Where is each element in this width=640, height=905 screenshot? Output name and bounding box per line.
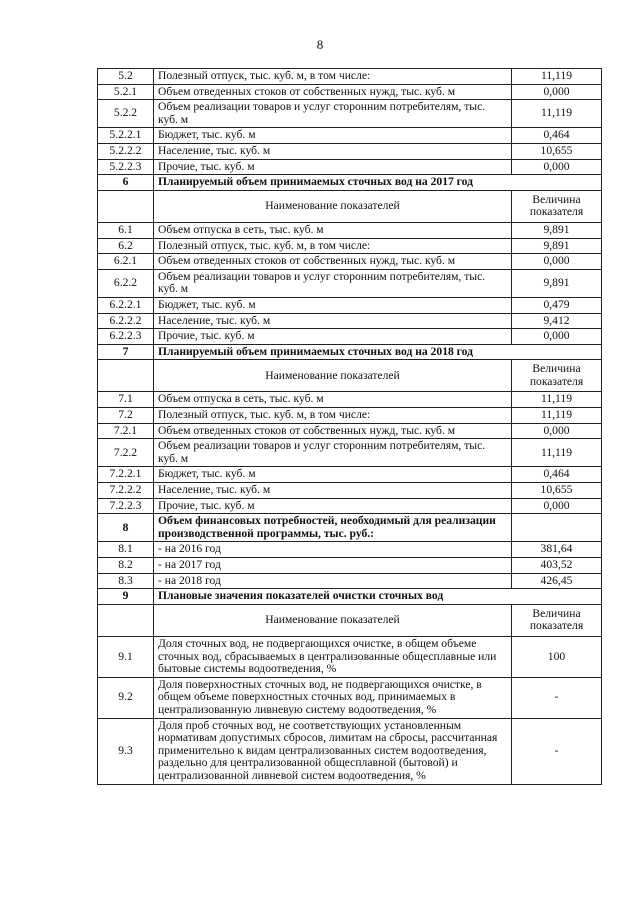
column-header-name: Наименование показателей xyxy=(154,604,512,636)
indicator-value-cell: 426,45 xyxy=(512,573,602,589)
table-row xyxy=(98,677,602,718)
indicator-value-cell: 0,000 xyxy=(512,159,602,175)
indicator-value-cell: 100 xyxy=(512,636,602,677)
indicator-name-cell: Население, тыс. куб. м xyxy=(154,313,512,329)
row-number-cell: 5.2.2.1 xyxy=(98,128,154,144)
column-header-name: Наименование показателей xyxy=(154,190,512,222)
indicator-value-cell: 0,464 xyxy=(512,128,602,144)
indicator-value-cell: 11,119 xyxy=(512,69,602,85)
indicator-value-cell: 11,119 xyxy=(512,408,602,424)
row-number-cell: 9.2 xyxy=(98,677,154,718)
indicator-value-cell: 9,891 xyxy=(512,269,602,297)
indicators-table-body xyxy=(98,69,602,785)
row-number-cell: 7.2.2.2 xyxy=(98,483,154,499)
row-number-cell: 8.1 xyxy=(98,542,154,558)
table-row xyxy=(98,392,602,408)
row-number-cell xyxy=(98,360,154,392)
row-number-cell: 9.3 xyxy=(98,718,154,784)
indicator-value-cell: 10,655 xyxy=(512,483,602,499)
indicator-value-cell: 0,000 xyxy=(512,84,602,100)
indicator-value-cell: 0,464 xyxy=(512,467,602,483)
table-row xyxy=(98,636,602,677)
indicator-name-cell: Прочие, тыс. куб. м xyxy=(154,159,512,175)
table-row xyxy=(98,498,602,514)
indicator-name-cell: Полезный отпуск, тыс. куб. м, в том числе: xyxy=(154,408,512,424)
indicator-value-cell: 0,000 xyxy=(512,423,602,439)
table-row xyxy=(98,69,602,85)
table-row xyxy=(98,483,602,499)
indicator-name-cell: Объем реализации товаров и услуг сторонним потребителям, тыс. куб. м xyxy=(154,100,512,128)
indicator-value-cell: 403,52 xyxy=(512,558,602,574)
indicator-value-cell: 9,891 xyxy=(512,222,602,238)
header-row xyxy=(98,190,602,222)
page-number: 8 xyxy=(316,37,324,52)
indicator-name-cell: - на 2016 год xyxy=(154,542,512,558)
indicator-name-cell: Доля поверхностных сточных вод, не подвергающихся очистке, в общем объеме поверхностных сточных вод, принимаемых в централизованную ливневую систему водоотведения, % xyxy=(154,677,512,718)
indicator-name-cell: Объем отпуска в сеть, тыс. куб. м xyxy=(154,392,512,408)
table-row xyxy=(98,254,602,270)
indicator-name-cell: Объем отведенных стоков от собственных нужд, тыс. куб. м xyxy=(154,423,512,439)
indicator-name-cell: Объем отпуска в сеть, тыс. куб. м xyxy=(154,222,512,238)
indicator-value-cell: 9,891 xyxy=(512,238,602,254)
section-row xyxy=(98,175,602,191)
indicator-name-cell: Население, тыс. куб. м xyxy=(154,483,512,499)
table-row xyxy=(98,718,602,784)
row-number-cell: 5.2.2.2 xyxy=(98,143,154,159)
indicator-name-cell: Объем отведенных стоков от собственных нужд, тыс. куб. м xyxy=(154,254,512,270)
indicator-name-cell: Бюджет, тыс. куб. м xyxy=(154,297,512,313)
indicator-name-cell: Доля проб сточных вод, не соответствующих установленным нормативам допустимых сбросов, лимитам на сбросы, рассчитанная применительно к видам централизованных систем водоотведения, раздельно для централизованной общесплавной (бытовой) и централизованной ливневой систем водоотведения, % xyxy=(154,718,512,784)
row-number-cell: 9 xyxy=(98,589,154,605)
row-number-cell: 7.2.2.3 xyxy=(98,498,154,514)
indicator-value-cell: 9,412 xyxy=(512,313,602,329)
table-row xyxy=(98,408,602,424)
table-row xyxy=(98,143,602,159)
row-number-cell: 8 xyxy=(98,514,154,542)
table-row xyxy=(98,222,602,238)
indicator-name-cell: Объем реализации товаров и услуг сторонним потребителям, тыс. куб. м xyxy=(154,439,512,467)
table-row xyxy=(98,84,602,100)
table-row xyxy=(98,423,602,439)
section-row xyxy=(98,344,602,360)
indicator-name-cell: - на 2018 год xyxy=(154,573,512,589)
row-number-cell: 6.2.2.2 xyxy=(98,313,154,329)
section-title-cell: Плановые значения показателей очистки сточных вод xyxy=(154,589,602,605)
row-number-cell: 7.2.2.1 xyxy=(98,467,154,483)
row-number-cell: 6.2.2.3 xyxy=(98,329,154,345)
indicator-name-cell: Доля сточных вод, не подвергающихся очистке, в общем объеме сточных вод, сбрасываемых в централизованные общесплавные или бытовые системы водоотведения, % xyxy=(154,636,512,677)
indicator-value-cell: 10,655 xyxy=(512,143,602,159)
table-row xyxy=(98,128,602,144)
table-row xyxy=(98,269,602,297)
row-number-cell: 9.1 xyxy=(98,636,154,677)
column-header-name: Наименование показателей xyxy=(154,360,512,392)
table-row xyxy=(98,329,602,345)
column-header-value: Величина показателя xyxy=(512,604,602,636)
row-number-cell: 5.2.2.3 xyxy=(98,159,154,175)
row-number-cell: 6.1 xyxy=(98,222,154,238)
row-number-cell: 8.3 xyxy=(98,573,154,589)
section-title-cell: Планируемый объем принимаемых сточных вод на 2018 год xyxy=(154,344,602,360)
indicator-name-cell: Полезный отпуск, тыс. куб. м, в том числе: xyxy=(154,69,512,85)
row-number-cell: 5.2.1 xyxy=(98,84,154,100)
indicator-name-cell: Бюджет, тыс. куб. м xyxy=(154,467,512,483)
indicator-name-cell: - на 2017 год xyxy=(154,558,512,574)
row-number-cell: 7.2.1 xyxy=(98,423,154,439)
indicator-value-cell: 381,64 xyxy=(512,542,602,558)
indicator-name-cell: Объем реализации товаров и услуг сторонним потребителям, тыс. куб. м xyxy=(154,269,512,297)
indicator-name-cell: Бюджет, тыс. куб. м xyxy=(154,128,512,144)
row-number-cell: 6 xyxy=(98,175,154,191)
header-row xyxy=(98,360,602,392)
indicator-value-cell: 11,119 xyxy=(512,439,602,467)
row-number-cell: 7.2 xyxy=(98,408,154,424)
row-number-cell: 7 xyxy=(98,344,154,360)
row-number-cell: 7.1 xyxy=(98,392,154,408)
table-row xyxy=(98,159,602,175)
indicator-name-cell: Объем отведенных стоков от собственных нужд, тыс. куб. м xyxy=(154,84,512,100)
indicator-value-cell: 0,000 xyxy=(512,254,602,270)
row-number-cell: 7.2.2 xyxy=(98,439,154,467)
section-row xyxy=(98,514,602,542)
indicator-name-cell: Прочие, тыс. куб. м xyxy=(154,498,512,514)
table-row xyxy=(98,542,602,558)
row-number-cell: 6.2 xyxy=(98,238,154,254)
table-row xyxy=(98,467,602,483)
table-row xyxy=(98,297,602,313)
indicator-value-cell xyxy=(512,514,602,542)
table-row xyxy=(98,439,602,467)
indicator-value-cell: 11,119 xyxy=(512,392,602,408)
row-number-cell xyxy=(98,190,154,222)
row-number-cell xyxy=(98,604,154,636)
indicators-table xyxy=(97,68,602,785)
row-number-cell: 6.2.2.1 xyxy=(98,297,154,313)
section-row xyxy=(98,589,602,605)
section-title-cell: Объем финансовых потребностей, необходимый для реализации производственной программы, тыс. руб.: xyxy=(154,514,512,542)
indicator-name-cell: Полезный отпуск, тыс. куб. м, в том числе: xyxy=(154,238,512,254)
table-row xyxy=(98,238,602,254)
table-row xyxy=(98,100,602,128)
indicator-value-cell: 0,000 xyxy=(512,498,602,514)
indicator-value-cell: 0,479 xyxy=(512,297,602,313)
table-row xyxy=(98,313,602,329)
indicator-value-cell: 11,119 xyxy=(512,100,602,128)
indicator-name-cell: Население, тыс. куб. м xyxy=(154,143,512,159)
row-number-cell: 6.2.2 xyxy=(98,269,154,297)
indicator-value-cell: 0,000 xyxy=(512,329,602,345)
table-row xyxy=(98,573,602,589)
header-row xyxy=(98,604,602,636)
section-title-cell: Планируемый объем принимаемых сточных вод на 2017 год xyxy=(154,175,602,191)
indicator-value-cell: - xyxy=(512,677,602,718)
row-number-cell: 8.2 xyxy=(98,558,154,574)
row-number-cell: 5.2 xyxy=(98,69,154,85)
indicator-value-cell: - xyxy=(512,718,602,784)
column-header-value: Величина показателя xyxy=(512,190,602,222)
row-number-cell: 5.2.2 xyxy=(98,100,154,128)
indicator-name-cell: Прочие, тыс. куб. м xyxy=(154,329,512,345)
row-number-cell: 6.2.1 xyxy=(98,254,154,270)
table-row xyxy=(98,558,602,574)
column-header-value: Величина показателя xyxy=(512,360,602,392)
